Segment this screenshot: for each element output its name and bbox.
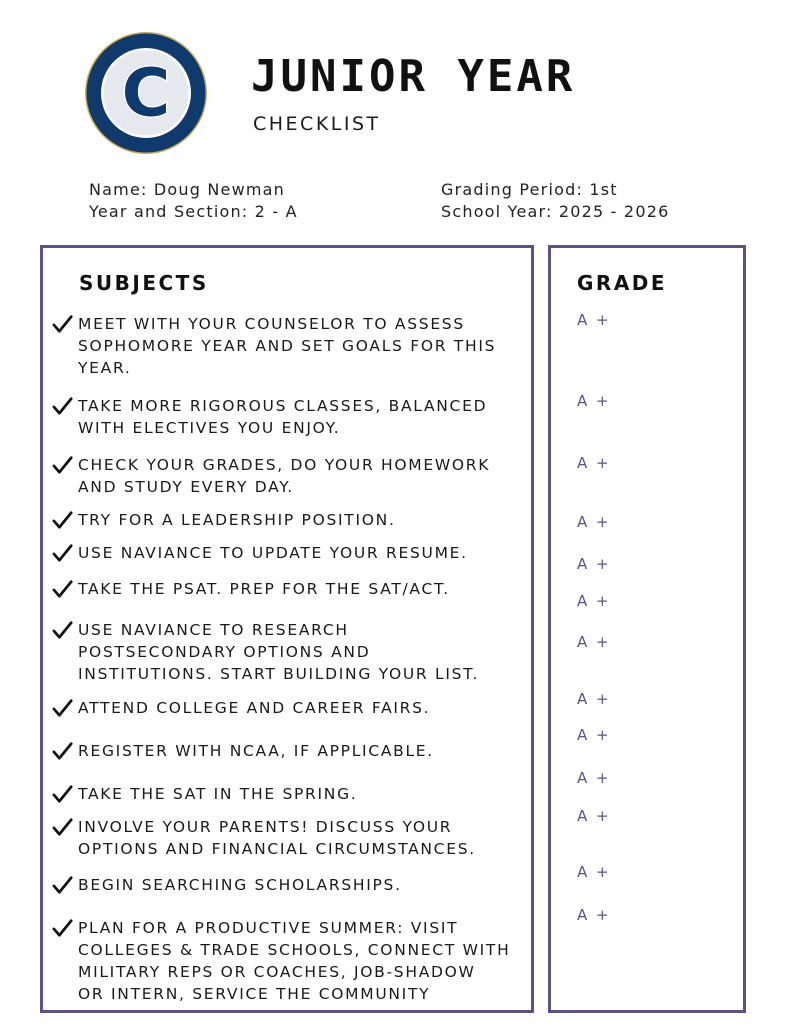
grade-value: A +: [577, 690, 611, 708]
grade-value: A +: [577, 454, 611, 472]
school-logo: [84, 31, 208, 155]
grade-panel: [548, 245, 746, 1013]
checklist-item: [52, 783, 530, 806]
grade-value: A +: [577, 807, 611, 825]
grading-period: Grading Period: 1st: [441, 180, 618, 199]
checkmark-icon: [52, 455, 78, 477]
page-subtitle: CHECKLIST: [253, 113, 381, 135]
checklist-item: [52, 578, 530, 601]
grade-value: A +: [577, 392, 611, 410]
checklist-item: [52, 313, 530, 379]
checklist-item-text: MEET WITH YOUR COUNSELOR TO ASSESS SOPHOMORE YEAR AND SET GOALS FOR THIS YEAR.: [78, 315, 497, 377]
checklist-item: [52, 816, 530, 860]
logo-letter: C: [121, 54, 171, 132]
checklist-item-text: CHECK YOUR GRADES, DO YOUR HOMEWORK AND STUDY EVERY DAY.: [78, 456, 491, 496]
subjects-heading: SUBJECTS: [79, 271, 209, 295]
checklist-item-text: TRY FOR A LEADERSHIP POSITION.: [78, 511, 396, 529]
grade-value: A +: [577, 633, 611, 651]
checkmark-icon: [52, 784, 78, 806]
checklist-item-text: REGISTER WITH NCAA, IF APPLICABLE.: [78, 742, 434, 760]
checkmark-icon: [52, 817, 78, 839]
checklist-item-text: PLAN FOR A PRODUCTIVE SUMMER: VISIT COLLEGES & TRADE SCHOOLS, CONNECT WITH MILITARY REPS OR COACHES, JOB-SHADOW OR INTERN, SERVICE THE COMMUNITY: [78, 919, 511, 1003]
grade-value: A +: [577, 592, 611, 610]
page-title: JUNIOR YEAR: [251, 51, 576, 102]
checkmark-icon: [52, 620, 78, 642]
checklist-item-text: ATTEND COLLEGE AND CAREER FAIRS.: [78, 699, 431, 717]
student-name: Name: Doug Newman: [89, 180, 286, 199]
grade-value: A +: [577, 555, 611, 573]
school-year: School Year: 2025 - 2026: [441, 202, 670, 221]
checklist-item-text: TAKE THE SAT IN THE SPRING.: [78, 785, 358, 803]
checklist-item: [52, 509, 530, 532]
grade-value: A +: [577, 863, 611, 881]
checkmark-icon: [52, 741, 78, 763]
checklist-item: [52, 740, 530, 763]
checkmark-icon: [52, 698, 78, 720]
checklist-item: [52, 874, 530, 897]
checkmark-icon: [52, 579, 78, 601]
checkmark-icon: [52, 396, 78, 418]
checklist-item: [52, 917, 530, 1005]
checkmark-icon: [52, 918, 78, 940]
checklist-item: [52, 542, 530, 565]
checkmark-icon: [52, 875, 78, 897]
grade-heading: GRADE: [577, 271, 668, 295]
checkmark-icon: [52, 543, 78, 565]
grade-value: A +: [577, 769, 611, 787]
grade-value: A +: [577, 906, 611, 924]
checklist-item-text: TAKE THE PSAT. PREP FOR THE SAT/ACT.: [78, 580, 450, 598]
checkmark-icon: [52, 510, 78, 532]
checklist-item-text: INVOLVE YOUR PARENTS! DISCUSS YOUR OPTIONS AND FINANCIAL CIRCUMSTANCES.: [78, 818, 476, 858]
checklist-item: [52, 454, 530, 498]
grade-value: A +: [577, 726, 611, 744]
checklist-item: [52, 395, 530, 439]
checklist-item-text: TAKE MORE RIGOROUS CLASSES, BALANCED WITH ELECTIVES YOU ENJOY.: [78, 397, 488, 437]
checklist-item: [52, 619, 530, 685]
checklist-item-text: BEGIN SEARCHING SCHOLARSHIPS.: [78, 876, 402, 894]
checklist-item: [52, 697, 530, 720]
grade-value: A +: [577, 513, 611, 531]
checklist-item-text: USE NAVIANCE TO RESEARCH POSTSECONDARY OPTIONS AND INSTITUTIONS. START BUILDING YOUR LIST.: [78, 621, 480, 683]
year-section: Year and Section: 2 - A: [89, 202, 298, 221]
checklist-item-text: USE NAVIANCE TO UPDATE YOUR RESUME.: [78, 544, 468, 562]
checkmark-icon: [52, 314, 78, 336]
grade-value: A +: [577, 311, 611, 329]
